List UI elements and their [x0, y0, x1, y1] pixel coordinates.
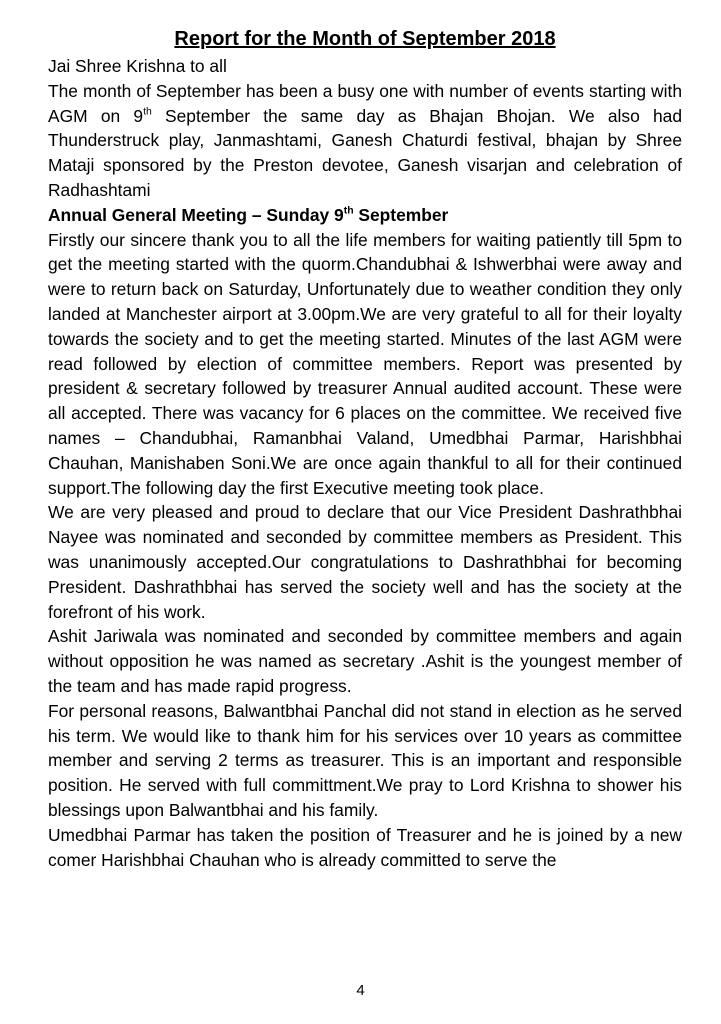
greeting: Jai Shree Krishna to all	[48, 56, 227, 76]
paragraph-treasurer: Umedbhai Parmar has taken the position of Treasurer and he is joined by a new comer Harishbhai Chauhan who is already committed to serve the	[48, 824, 682, 870]
section-heading-end: September	[353, 204, 449, 225]
paragraph-president: We are very pleased and proud to declare that our Vice President Dashrathbhai Nayee was nominated and seconded by committee members as President. This was unanimously accepted.Our congratulations to Dashrathbhai for becoming President. Dashrathbhai has served the society well and has the society at the forefront of his work.	[48, 502, 682, 622]
intro-text-start: The month of September has been a busy one with number of events starting with AGM on 9	[48, 80, 682, 126]
paragraph-secretary: Ashit Jariwala was nominated and seconded by committee members and again without opposition he was named as secretary .Ashit is the youngest member of the team and has made rapid progress.	[48, 626, 682, 696]
section-heading-start: Annual General Meeting – Sunday 9	[48, 204, 344, 225]
paragraph-agm: Firstly our sincere thank you to all the life members for waiting patiently till 5pm to get the meeting started with the quorm.Chandubhai & Ishwerbhai were away and were to return back on Saturday, Unfortunately due to weather condition they only landed at Manchester airport at 3.00pm.We are very grateful to all for their loyalty towards the society and to get the meeting started. Minutes of the last AGM were read followed by election of committee members. Report was presented by president & secretary followed by treasurer Annual audited account. These were all accepted. There was vacancy for 6 places on the committee. We received five names – Chandubhai, Ramanbhai Valand, Umedbhai Parmar, Harishbhai Chauhan, Manishaben Soni.We are once again thankful to all for their continued support.The following day the first Executive meeting took place.	[48, 229, 682, 498]
intro-paragraph	[48, 79, 682, 203]
page-number: 4	[356, 982, 365, 999]
intro-text-end: September the same day as Bhajan Bhojan. We also had Thunderstruck play, Janmashtami, Ganesh Chaturdi festival, bhajan by Shree Mataji sponsored by the Preston devotee, Ganesh visarjan and celebration of Radhashtami	[48, 105, 682, 200]
section-heading	[48, 203, 682, 228]
intro-superscript: th	[143, 106, 152, 118]
section-heading-superscript: th	[343, 205, 354, 217]
document-page	[48, 24, 682, 872]
page-title: Report for the Month of September 2018	[174, 28, 556, 50]
paragraph-former-treasurer: For personal reasons, Balwantbhai Panchal did not stand in election as he served his term. We would like to thank him for his services over 10 years as committee member and serving 2 terms as treasurer. This is an important and responsible position. He served with full committment.We pray to Lord Krishna to shower his blessings upon Balwantbhai and his family.	[48, 700, 682, 820]
